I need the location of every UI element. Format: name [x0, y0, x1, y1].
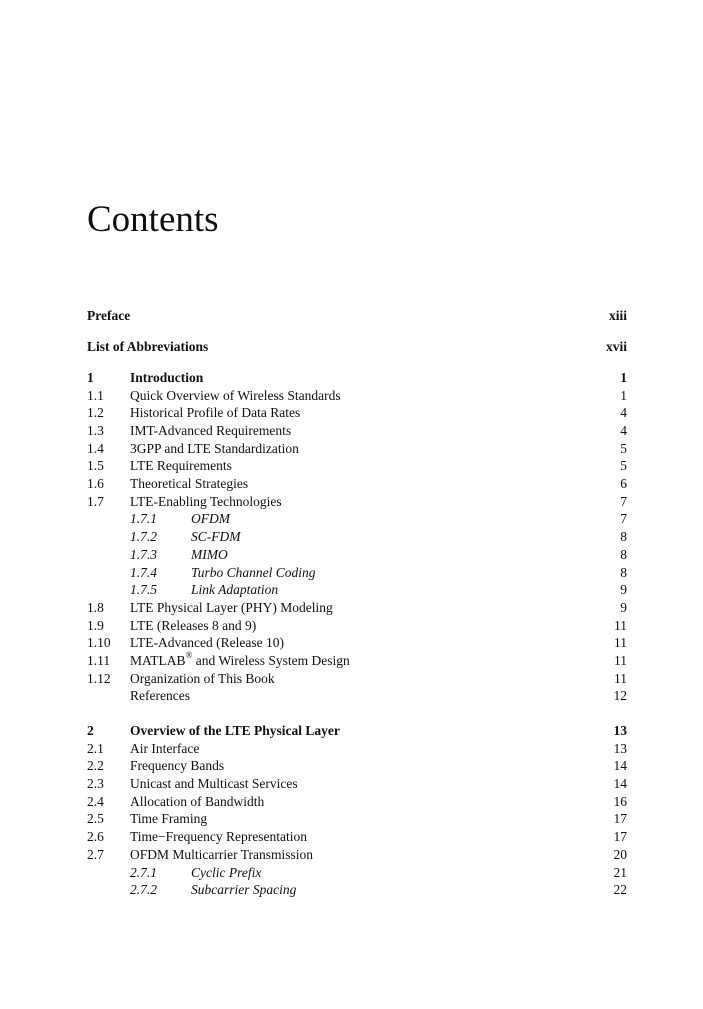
toc-section[interactable]: [87, 493, 627, 511]
toc-section[interactable]: [87, 404, 627, 422]
section-title-main: MATLAB: [130, 652, 186, 668]
chapter-title: Overview of the LTE Physical Layer: [130, 723, 340, 739]
section-number: 2.5: [87, 811, 104, 827]
toc-chapter-1[interactable]: [87, 369, 627, 387]
section-title: Time−Frequency Representation: [130, 829, 307, 845]
toc-section[interactable]: [87, 440, 627, 458]
section-title: Quick Overview of Wireless Standards: [130, 387, 341, 403]
section-page: 14: [613, 758, 627, 774]
toc-section[interactable]: [87, 670, 627, 688]
toc-section[interactable]: [87, 634, 627, 652]
section-number: 1.11: [87, 652, 111, 668]
section-title: LTE-Advanced (Release 10): [130, 635, 284, 651]
toc-subsection[interactable]: [87, 564, 627, 582]
section-number: 1.10: [87, 635, 111, 651]
section-page: 5: [620, 440, 627, 456]
section-page: 11: [614, 652, 627, 668]
section-page: 7: [620, 493, 627, 509]
section-title: Frequency Bands: [130, 758, 225, 774]
section-page: 9: [620, 599, 627, 615]
chapter-title: Introduction: [130, 369, 204, 385]
section-number: 2.3: [87, 776, 104, 792]
section-number: 1.2: [87, 405, 104, 421]
section-page: 17: [613, 811, 627, 827]
section-number: 1.3: [87, 423, 104, 439]
section-page: 5: [620, 458, 627, 474]
section-number: 2.2: [87, 758, 104, 774]
section-page: 17: [613, 829, 627, 845]
section-number: 1.8: [87, 599, 104, 615]
section-title: IMT-Advanced Requirements: [130, 423, 292, 439]
section-page: 4: [620, 405, 627, 421]
toc-chapter-2[interactable]: [87, 722, 627, 740]
toc-section[interactable]: [87, 828, 627, 846]
toc-section[interactable]: [87, 775, 627, 793]
subsection-number: 2.7.2: [130, 882, 157, 898]
subsection-page: 22: [613, 882, 627, 898]
toc-section[interactable]: [87, 387, 627, 405]
section-title: 3GPP and LTE Standardization: [130, 440, 299, 456]
toc-section[interactable]: [87, 617, 627, 635]
toc-section[interactable]: [87, 475, 627, 493]
toc-subsection[interactable]: [87, 581, 627, 599]
toc-section[interactable]: [87, 652, 627, 670]
section-title: LTE-Enabling Technologies: [130, 493, 282, 509]
toc-section[interactable]: [87, 599, 627, 617]
subsection-page: 8: [620, 564, 627, 580]
chapter-number: 2: [87, 723, 94, 739]
chapter-number: 1: [87, 369, 94, 385]
toc-section[interactable]: [87, 757, 627, 775]
subsection-page: 21: [613, 864, 627, 880]
section-title: Time Framing: [130, 811, 208, 827]
toc-references[interactable]: [87, 687, 627, 705]
page-title: Contents: [87, 199, 219, 240]
section-page: 4: [620, 423, 627, 439]
toc-section[interactable]: [87, 457, 627, 475]
section-title: OFDM Multicarrier Transmission: [130, 846, 314, 862]
toc-section[interactable]: [87, 793, 627, 811]
toc-subsection[interactable]: [87, 528, 627, 546]
subsection-number: 1.7.2: [130, 529, 157, 545]
subsection-number: 1.7.5: [130, 582, 157, 598]
toc-subsection[interactable]: [87, 864, 627, 882]
section-number: 1.6: [87, 476, 104, 492]
section-number: 2.1: [87, 740, 104, 756]
section-title: Historical Profile of Data Rates: [130, 405, 301, 421]
subsection-number: 1.7.3: [130, 546, 157, 562]
subsection-number: 2.7.1: [130, 864, 157, 880]
registered-mark: ®: [185, 650, 193, 661]
section-page: 13: [613, 740, 627, 756]
entry-page: xiii: [608, 308, 627, 323]
subsection-page: 7: [620, 511, 627, 527]
section-title: LTE (Releases 8 and 9): [130, 617, 257, 633]
subsection-page: 9: [620, 582, 627, 598]
section-title: Theoretical Strategies: [130, 476, 249, 492]
toc-section[interactable]: [87, 740, 627, 758]
toc-subsection[interactable]: [87, 546, 627, 564]
section-title: LTE Physical Layer (PHY) Modeling: [130, 599, 333, 615]
toc-subsection[interactable]: [87, 510, 627, 528]
section-number: 2.6: [87, 829, 104, 845]
section-page: 11: [614, 670, 627, 686]
section-number: 2.7: [87, 846, 104, 862]
subsection-page: 8: [620, 529, 627, 545]
subsection-title: OFDM: [191, 511, 230, 527]
toc-section[interactable]: [87, 810, 627, 828]
chapter-page: 13: [613, 723, 627, 739]
section-page: 20: [613, 846, 627, 862]
section-page: 14: [613, 776, 627, 792]
section-title: LTE Requirements: [130, 458, 232, 474]
toc-section[interactable]: [87, 422, 627, 440]
subsection-title: MIMO: [191, 546, 228, 562]
entry-title: List of Abbreviations: [87, 338, 209, 354]
section-page: 16: [613, 793, 627, 809]
subsection-title: Turbo Channel Coding: [191, 564, 316, 580]
section-number: 1.7: [87, 493, 104, 509]
section-number: 1.12: [87, 670, 111, 686]
section-page: 1: [620, 387, 627, 403]
section-title: Air Interface: [130, 740, 200, 756]
section-title-rest: and Wireless System Design: [192, 652, 350, 668]
subsection-title: Link Adaptation: [191, 582, 279, 598]
section-number: 1.5: [87, 458, 104, 474]
toc-section[interactable]: [87, 846, 627, 864]
table-of-contents: [87, 307, 627, 899]
subsection-title: SC-FDM: [191, 529, 241, 545]
section-title: Allocation of Bandwidth: [130, 793, 265, 809]
chapter-page: 1: [620, 369, 627, 385]
section-number: 1.4: [87, 440, 104, 456]
section-title: References: [130, 688, 190, 704]
entry-page: xvii: [605, 338, 627, 354]
section-page: 6: [620, 476, 627, 492]
subsection-title: Subcarrier Spacing: [191, 882, 297, 898]
subsection-number: 1.7.1: [130, 511, 157, 527]
toc-entry-abbreviations[interactable]: [87, 338, 627, 356]
entry-title: Preface: [87, 308, 131, 323]
section-number: 2.4: [87, 793, 104, 809]
section-page: 11: [614, 617, 627, 633]
subsection-page: 8: [620, 546, 627, 562]
section-title: Organization of This Book: [130, 670, 275, 686]
toc-entry-preface[interactable]: [87, 307, 627, 325]
section-title: [130, 652, 350, 670]
section-page: 12: [613, 688, 627, 704]
subsection-number: 1.7.4: [130, 564, 157, 580]
section-title: Unicast and Multicast Services: [130, 776, 298, 792]
subsection-title: Cyclic Prefix: [191, 864, 262, 880]
section-page: 11: [614, 635, 627, 651]
section-number: 1.9: [87, 617, 104, 633]
section-number: 1.1: [87, 387, 104, 403]
toc-subsection[interactable]: [87, 881, 627, 899]
